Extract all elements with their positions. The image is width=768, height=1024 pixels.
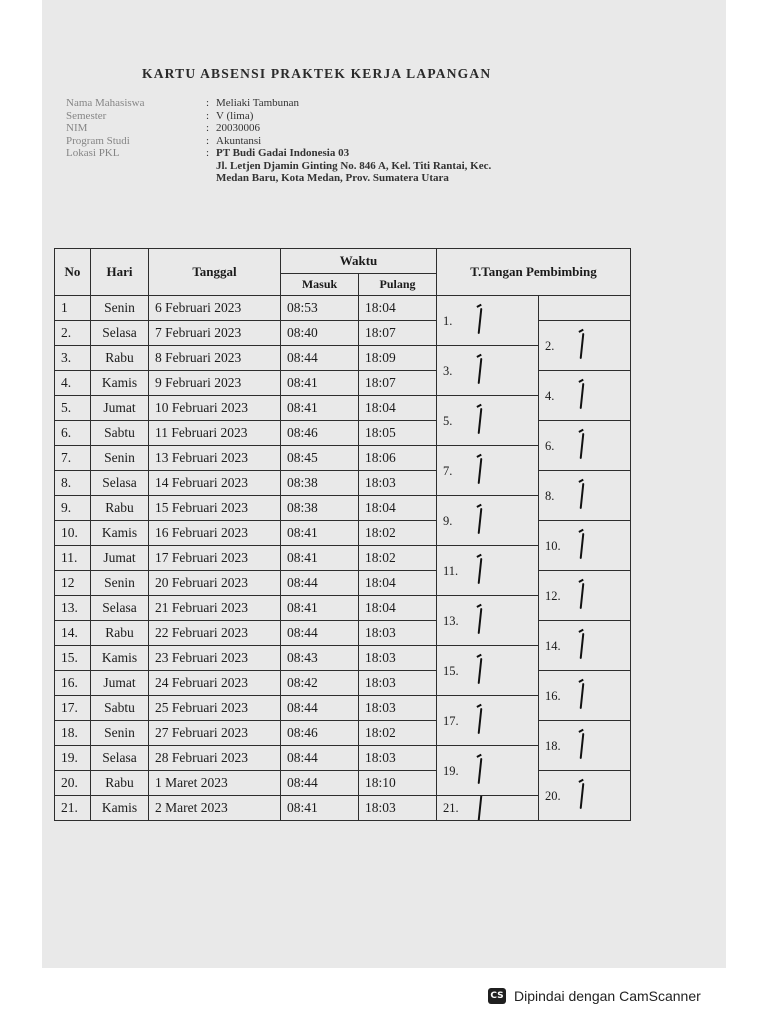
signature-cell	[539, 571, 631, 621]
cell-pulang: 18:07	[359, 371, 437, 396]
camscanner-icon: CS	[488, 988, 506, 1004]
table-row	[55, 571, 631, 596]
table-row	[55, 421, 631, 446]
cell-hari: Kamis	[91, 646, 149, 671]
cell-hari: Jumat	[91, 546, 149, 571]
cell-no: 11.	[55, 546, 91, 571]
table-row	[55, 671, 631, 696]
cell-pulang: 18:03	[359, 796, 437, 821]
cell-masuk: 08:44	[281, 746, 359, 771]
signature-mark	[478, 307, 483, 333]
cell-pulang: 18:02	[359, 721, 437, 746]
signature-number: 16.	[545, 688, 561, 703]
signature-mark	[580, 682, 585, 708]
cell-pulang: 18:03	[359, 746, 437, 771]
signature-cell	[437, 796, 539, 821]
cell-masuk: 08:43	[281, 646, 359, 671]
cell-masuk: 08:40	[281, 321, 359, 346]
signature-cell	[437, 446, 539, 496]
signature-cell	[437, 296, 539, 346]
signature-cell	[437, 346, 539, 396]
cell-masuk: 08:41	[281, 796, 359, 821]
cell-masuk: 08:44	[281, 346, 359, 371]
cell-no: 18.	[55, 721, 91, 746]
cell-no: 16.	[55, 671, 91, 696]
signature-mark	[580, 482, 585, 508]
cell-tanggal: 28 Februari 2023	[149, 746, 281, 771]
signature-mark	[478, 607, 483, 633]
table-row	[55, 621, 631, 646]
cell-hari: Rabu	[91, 496, 149, 521]
cell-no: 3.	[55, 346, 91, 371]
student-info	[66, 97, 491, 185]
signature-cell	[539, 621, 631, 671]
camscanner-label: Dipindai dengan CamScanner	[514, 988, 701, 1004]
cell-hari: Senin	[91, 571, 149, 596]
cell-hari: Kamis	[91, 371, 149, 396]
cell-pulang: 18:03	[359, 671, 437, 696]
cell-tanggal: 21 Februari 2023	[149, 596, 281, 621]
signature-mark	[478, 407, 483, 433]
table-row	[55, 371, 631, 396]
cell-tanggal: 8 Februari 2023	[149, 346, 281, 371]
cell-hari: Selasa	[91, 471, 149, 496]
signature-mark	[580, 332, 585, 358]
info-row-name: Nama Mahasiswa : Meliaki Tambunan	[66, 97, 300, 109]
signature-cell-empty	[539, 296, 631, 321]
header-hari: Hari	[91, 249, 149, 296]
cell-hari: Sabtu	[91, 421, 149, 446]
signature-cell	[539, 471, 631, 521]
cell-no: 17.	[55, 696, 91, 721]
cell-masuk: 08:41	[281, 546, 359, 571]
cell-hari: Kamis	[91, 796, 149, 821]
signature-mark	[478, 757, 483, 783]
cell-hari: Sabtu	[91, 696, 149, 721]
cell-pulang: 18:06	[359, 446, 437, 471]
cell-masuk: 08:38	[281, 471, 359, 496]
cell-no: 20.	[55, 771, 91, 796]
info-row-program: Program Studi : Akuntansi	[66, 134, 262, 147]
header-waktu: Waktu	[281, 249, 437, 274]
info-row-address-1	[66, 160, 491, 173]
signature-mark	[478, 707, 483, 733]
cell-no: 12	[55, 571, 91, 596]
cell-tanggal: 15 Februari 2023	[149, 496, 281, 521]
cell-tanggal: 6 Februari 2023	[149, 296, 281, 321]
signature-cell	[437, 396, 539, 446]
signature-number: 12.	[545, 588, 561, 603]
cell-tanggal: 24 Februari 2023	[149, 671, 281, 696]
signature-cell	[539, 771, 631, 821]
cell-pulang: 18:10	[359, 771, 437, 796]
cell-pulang: 18:04	[359, 571, 437, 596]
signature-number: 4.	[545, 388, 555, 403]
cell-pulang: 18:03	[359, 646, 437, 671]
cell-hari: Jumat	[91, 671, 149, 696]
cell-masuk: 08:42	[281, 671, 359, 696]
cell-masuk: 08:41	[281, 521, 359, 546]
cell-no: 9.	[55, 496, 91, 521]
header-no: No	[55, 249, 91, 296]
header-pulang: Pulang	[359, 274, 437, 296]
signature-number: 15.	[443, 663, 459, 678]
cell-tanggal: 23 Februari 2023	[149, 646, 281, 671]
signature-mark	[478, 557, 483, 583]
cell-masuk: 08:45	[281, 446, 359, 471]
signature-number: 2.	[545, 338, 555, 353]
cell-no: 14.	[55, 621, 91, 646]
document-title: KARTU ABSENSI PRAKTEK KERJA LAPANGAN	[142, 66, 492, 81]
info-row-nim: NIM : 20030006	[66, 122, 260, 134]
info-row-semester: Semester : V (lima)	[66, 109, 254, 122]
cell-tanggal: 10 Februari 2023	[149, 396, 281, 421]
signature-number: 21.	[443, 801, 459, 815]
cell-tanggal: 13 Februari 2023	[149, 446, 281, 471]
cell-tanggal: 16 Februari 2023	[149, 521, 281, 546]
signature-mark	[580, 382, 585, 408]
info-value: Meliaki Tambunan	[216, 97, 300, 109]
cell-no: 19.	[55, 746, 91, 771]
signature-cell	[539, 371, 631, 421]
info-row-address-2	[66, 172, 491, 185]
cell-pulang: 18:04	[359, 596, 437, 621]
cell-no: 21.	[55, 796, 91, 821]
signature-mark	[580, 782, 585, 808]
cell-tanggal: 1 Maret 2023	[149, 771, 281, 796]
signature-number: 17.	[443, 713, 459, 728]
cell-tanggal: 27 Februari 2023	[149, 721, 281, 746]
table-row	[55, 521, 631, 546]
header-tanggal: Tanggal	[149, 249, 281, 296]
signature-cell	[539, 521, 631, 571]
cell-tanggal: 25 Februari 2023	[149, 696, 281, 721]
signature-mark	[580, 732, 585, 758]
attendance-table	[54, 248, 631, 821]
signature-number: 13.	[443, 613, 459, 628]
cell-hari: Rabu	[91, 621, 149, 646]
table-row	[55, 471, 631, 496]
table-row	[55, 721, 631, 746]
signature-number: 10.	[545, 538, 561, 553]
signature-mark	[580, 582, 585, 608]
cell-masuk: 08:44	[281, 571, 359, 596]
cell-no: 8.	[55, 471, 91, 496]
cell-masuk: 08:41	[281, 596, 359, 621]
cell-pulang: 18:05	[359, 421, 437, 446]
signature-cell	[437, 696, 539, 746]
cell-masuk: 08:38	[281, 496, 359, 521]
cell-masuk: 08:44	[281, 621, 359, 646]
cell-masuk: 08:46	[281, 421, 359, 446]
info-value: Medan Baru, Kota Medan, Prov. Sumatera Utara	[216, 172, 449, 184]
signature-mark	[478, 796, 483, 821]
cell-no: 7.	[55, 446, 91, 471]
cell-masuk: 08:46	[281, 721, 359, 746]
cell-hari: Rabu	[91, 346, 149, 371]
cell-hari: Selasa	[91, 596, 149, 621]
cell-tanggal: 14 Februari 2023	[149, 471, 281, 496]
table-row	[55, 771, 631, 796]
cell-pulang: 18:04	[359, 396, 437, 421]
info-value: 20030006	[216, 122, 260, 134]
signature-cell	[437, 746, 539, 796]
cell-tanggal: 22 Februari 2023	[149, 621, 281, 646]
signature-cell	[437, 596, 539, 646]
cell-pulang: 18:03	[359, 696, 437, 721]
cell-pulang: 18:03	[359, 621, 437, 646]
header-masuk: Masuk	[281, 274, 359, 296]
cell-pulang: 18:04	[359, 496, 437, 521]
table-row	[55, 321, 631, 346]
cell-hari: Kamis	[91, 521, 149, 546]
signature-number: 14.	[545, 638, 561, 653]
signature-number: 1.	[443, 313, 453, 328]
cell-no: 10.	[55, 521, 91, 546]
cell-pulang: 18:02	[359, 521, 437, 546]
info-label: Lokasi PKL	[66, 147, 120, 159]
signature-number: 19.	[443, 763, 459, 778]
cell-masuk: 08:44	[281, 771, 359, 796]
cell-no: 2.	[55, 321, 91, 346]
info-value: V (lima)	[216, 109, 254, 122]
signature-number: 3.	[443, 363, 453, 378]
signature-mark	[580, 432, 585, 458]
cell-masuk: 08:41	[281, 371, 359, 396]
camscanner-badge	[474, 980, 758, 1012]
signature-number: 8.	[545, 488, 555, 503]
signature-cell	[437, 496, 539, 546]
cell-pulang: 18:04	[359, 296, 437, 321]
cell-hari: Senin	[91, 446, 149, 471]
info-label: Program Studi	[66, 134, 130, 147]
info-label: NIM	[66, 122, 88, 134]
info-label: Semester	[66, 109, 107, 122]
cell-pulang: 18:09	[359, 346, 437, 371]
info-row-location: Lokasi PKL : PT Budi Gadai Indonesia 03	[66, 147, 350, 159]
signature-mark	[478, 657, 483, 683]
info-value: Jl. Letjen Djamin Ginting No. 846 A, Kel. Titi Rantai, Kec.	[216, 159, 492, 172]
signature-mark	[580, 532, 585, 558]
signature-cell	[539, 421, 631, 471]
signature-cell	[539, 321, 631, 371]
cell-hari: Senin	[91, 296, 149, 321]
signature-number: 6.	[545, 438, 555, 453]
cell-hari: Selasa	[91, 321, 149, 346]
cell-hari: Selasa	[91, 746, 149, 771]
cell-masuk: 08:41	[281, 396, 359, 421]
signature-number: 20.	[545, 788, 561, 803]
cell-no: 5.	[55, 396, 91, 421]
cell-pulang: 18:07	[359, 321, 437, 346]
signature-mark	[580, 632, 585, 658]
cell-no: 15.	[55, 646, 91, 671]
attendance-body	[55, 296, 631, 821]
table-row	[55, 296, 631, 321]
signature-number: 7.	[443, 463, 453, 478]
cell-hari: Senin	[91, 721, 149, 746]
cell-no: 1	[55, 296, 91, 321]
cell-hari: Rabu	[91, 771, 149, 796]
cell-no: 6.	[55, 421, 91, 446]
cell-no: 4.	[55, 371, 91, 396]
cell-hari: Jumat	[91, 396, 149, 421]
cell-tanggal: 9 Februari 2023	[149, 371, 281, 396]
signature-mark	[478, 507, 483, 533]
cell-no: 13.	[55, 596, 91, 621]
signature-number: 18.	[545, 738, 561, 753]
cell-pulang: 18:02	[359, 546, 437, 571]
cell-tanggal: 11 Februari 2023	[149, 421, 281, 446]
cell-tanggal: 2 Maret 2023	[149, 796, 281, 821]
cell-tanggal: 7 Februari 2023	[149, 321, 281, 346]
cell-tanggal: 20 Februari 2023	[149, 571, 281, 596]
cell-pulang: 18:03	[359, 471, 437, 496]
signature-cell	[539, 721, 631, 771]
signature-cell	[437, 646, 539, 696]
cell-masuk: 08:44	[281, 696, 359, 721]
signature-mark	[478, 357, 483, 383]
cell-masuk: 08:53	[281, 296, 359, 321]
signature-number: 5.	[443, 413, 453, 428]
signature-number: 11.	[443, 563, 459, 578]
info-value: Akuntansi	[216, 134, 262, 147]
signature-number: 9.	[443, 513, 453, 528]
info-label: Nama Mahasiswa	[66, 97, 145, 109]
info-value: PT Budi Gadai Indonesia 03	[216, 147, 350, 159]
cell-tanggal: 17 Februari 2023	[149, 546, 281, 571]
header-ttd: T.Tangan Pembimbing	[437, 249, 631, 296]
signature-mark	[478, 457, 483, 483]
signature-cell	[437, 546, 539, 596]
signature-cell	[539, 671, 631, 721]
